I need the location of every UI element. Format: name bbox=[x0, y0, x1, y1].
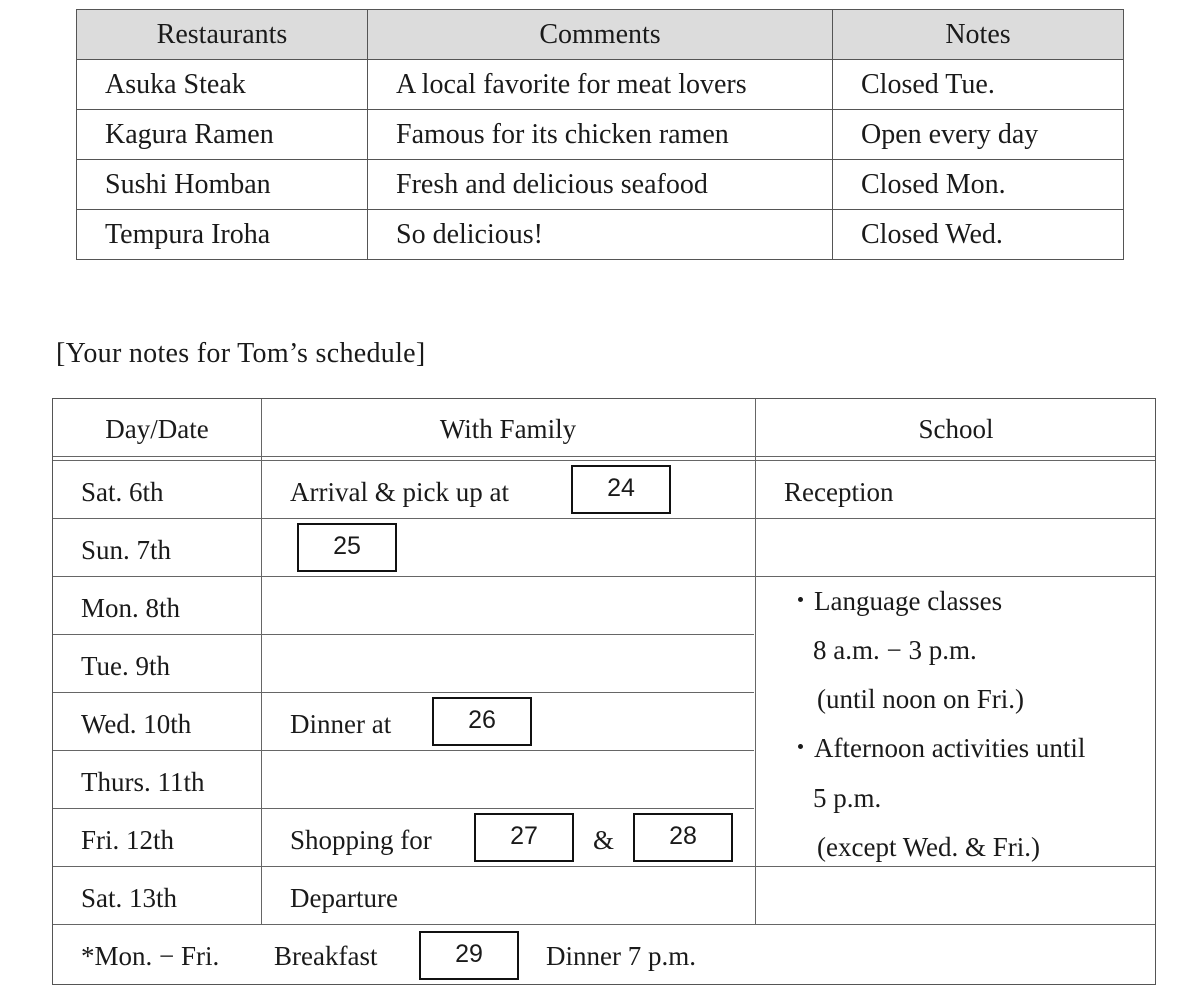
row-divider bbox=[53, 924, 1155, 925]
restaurant-name: Sushi Homban bbox=[77, 160, 368, 210]
table-header-row bbox=[77, 10, 1124, 60]
row-divider bbox=[53, 692, 754, 693]
row-divider bbox=[53, 634, 754, 635]
column-header: Comments bbox=[368, 10, 833, 60]
row-divider bbox=[53, 808, 754, 809]
column-divider bbox=[755, 399, 756, 925]
table-row bbox=[77, 60, 1124, 110]
header-divider bbox=[53, 456, 1155, 457]
schedule-table bbox=[52, 398, 1156, 985]
day-label: Sat. 6th bbox=[81, 477, 164, 507]
column-header: With Family bbox=[439, 414, 577, 444]
restaurants-table bbox=[76, 9, 1124, 260]
family-fri12: Shopping for bbox=[290, 825, 432, 855]
restaurant-comment: Fresh and delicious seafood bbox=[368, 160, 833, 210]
column-divider bbox=[261, 399, 262, 925]
family-wed10: Dinner at bbox=[290, 709, 392, 739]
school-bullet-1: ・Language classes bbox=[787, 586, 1003, 616]
answer-blank-26[interactable]: 26 bbox=[432, 697, 532, 746]
table-row bbox=[77, 210, 1124, 260]
answer-blank-29[interactable]: 29 bbox=[419, 931, 519, 980]
school-bullet-1-note: (until noon on Fri.) bbox=[817, 684, 1024, 714]
column-header: School bbox=[918, 414, 994, 444]
answer-blank-24[interactable]: 24 bbox=[571, 465, 671, 514]
school-bullet-2-note: (except Wed. & Fri.) bbox=[817, 832, 1041, 862]
family-sat13: Departure bbox=[290, 883, 398, 913]
answer-blank-27[interactable]: 27 bbox=[474, 813, 574, 862]
day-label: Wed. 10th bbox=[81, 709, 192, 739]
family-fri12-ampersand: & bbox=[593, 825, 615, 855]
school-sat6: Reception bbox=[784, 477, 894, 507]
footer-breakfast-label: Breakfast bbox=[274, 941, 378, 971]
day-label: Sun. 7th bbox=[81, 535, 172, 565]
restaurant-name: Kagura Ramen bbox=[77, 110, 368, 160]
row-divider bbox=[53, 518, 1155, 519]
school-bullet-2: ・Afternoon activities until bbox=[787, 733, 1086, 763]
restaurant-note: Closed Wed. bbox=[833, 210, 1124, 260]
answer-blank-25[interactable]: 25 bbox=[297, 523, 397, 572]
column-header: Notes bbox=[833, 10, 1124, 60]
restaurant-comment: A local favorite for meat lovers bbox=[368, 60, 833, 110]
column-header: Restaurants bbox=[77, 10, 368, 60]
schedule-title: [Your notes for Tom’s schedule] bbox=[56, 338, 426, 369]
restaurant-note: Open every day bbox=[833, 110, 1124, 160]
row-divider bbox=[53, 750, 754, 751]
row-divider bbox=[53, 576, 1155, 577]
column-header: Day/Date bbox=[105, 414, 209, 444]
school-bullet-1-time: 8 a.m. − 3 p.m. bbox=[813, 635, 977, 665]
restaurant-comment: Famous for its chicken ramen bbox=[368, 110, 833, 160]
restaurant-comment: So delicious! bbox=[368, 210, 833, 260]
day-label: Tue. 9th bbox=[81, 651, 171, 681]
table-row bbox=[77, 160, 1124, 210]
day-label: Sat. 13th bbox=[81, 883, 178, 913]
header-divider bbox=[53, 460, 1155, 461]
family-sat6: Arrival & pick up at bbox=[290, 477, 509, 507]
footer-dinner: Dinner 7 p.m. bbox=[546, 941, 696, 971]
table-row bbox=[77, 110, 1124, 160]
restaurant-name: Tempura Iroha bbox=[77, 210, 368, 260]
restaurant-name: Asuka Steak bbox=[77, 60, 368, 110]
school-bullet-2-time: 5 p.m. bbox=[813, 783, 882, 813]
day-label: Mon. 8th bbox=[81, 593, 181, 623]
answer-blank-28[interactable]: 28 bbox=[633, 813, 733, 862]
day-label: Thurs. 11th bbox=[81, 767, 205, 797]
footer-days: *Mon. − Fri. bbox=[81, 941, 220, 971]
restaurant-note: Closed Tue. bbox=[833, 60, 1124, 110]
day-label: Fri. 12th bbox=[81, 825, 175, 855]
row-divider bbox=[53, 866, 1155, 867]
restaurant-note: Closed Mon. bbox=[833, 160, 1124, 210]
